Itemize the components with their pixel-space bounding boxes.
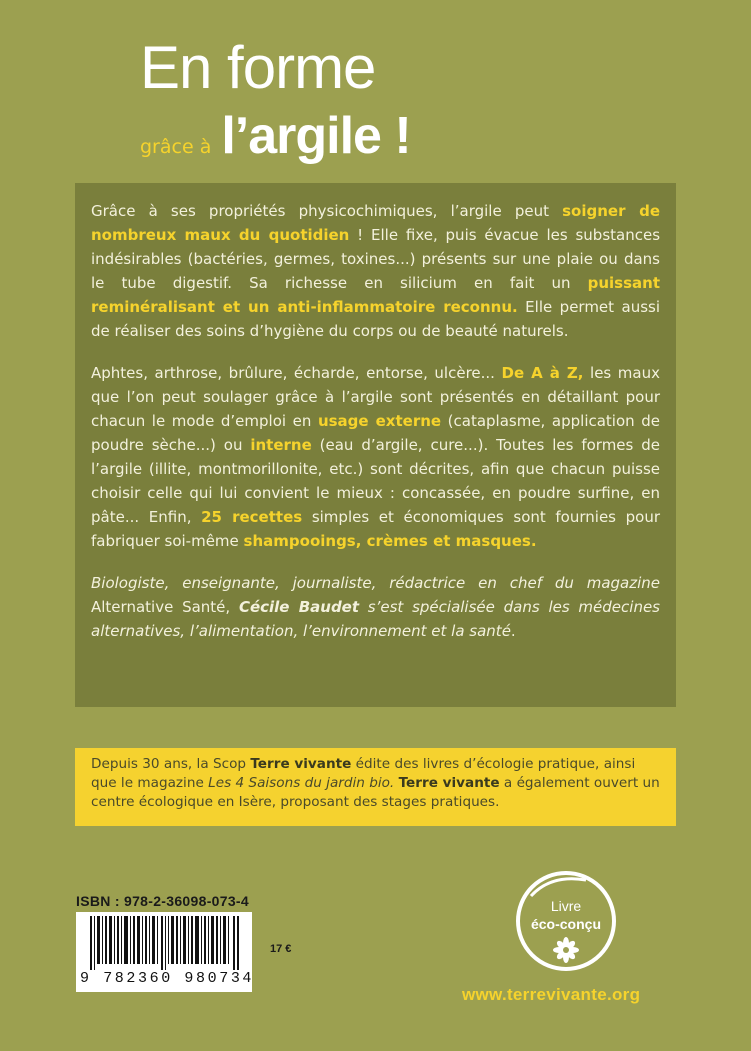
title-main: l’argile ! bbox=[221, 107, 411, 165]
text: Grâce à ses propriétés physicochimiques, l’argile peut bbox=[91, 202, 563, 220]
highlight: usage externe bbox=[317, 412, 442, 430]
highlight: interne bbox=[250, 436, 312, 454]
eco-designed-book-logo bbox=[511, 866, 621, 976]
highlight: soigner de nombreux maux du quotidien bbox=[91, 202, 660, 244]
description-paragraph-2 bbox=[91, 361, 660, 553]
eco-logo-line1: Livre bbox=[550, 898, 582, 914]
text: ! Elle fixe, puis évacue les substances indésirables (bactéries, germes, toxines...) présents sur une plaie ou dans le tube digestif. Sa richesse en silicium en fait un bbox=[91, 226, 661, 292]
magazine-name: Les 4 Saisons du jardin bio. bbox=[208, 775, 395, 791]
barcode bbox=[76, 912, 255, 992]
cover-title-line2 bbox=[140, 106, 411, 166]
barcode-number: 9 782360 980734 bbox=[80, 970, 255, 987]
publisher-name: Terre vivante bbox=[250, 756, 352, 772]
text: Aphtes, arthrose, brûlure, écharde, entorse, ulcère... bbox=[91, 364, 502, 382]
text: Depuis 30 ans, la Scop bbox=[91, 756, 251, 772]
text: édite des livres d’écologie pratique, ainsi que le magazine bbox=[91, 756, 636, 791]
author-bio bbox=[91, 571, 660, 643]
flower-icon bbox=[553, 937, 579, 963]
description-box bbox=[75, 183, 676, 707]
publisher-name: Terre vivante bbox=[398, 775, 500, 791]
eco-logo-line2: éco-conçu bbox=[530, 916, 602, 932]
text: . bbox=[510, 622, 516, 640]
isbn-label: ISBN : 978-2-36098-073-4 bbox=[76, 893, 249, 909]
author-name: Cécile Baudet bbox=[238, 598, 360, 616]
highlight: puissant reminéralisant et un anti-inflammatoire reconnu. bbox=[91, 274, 660, 316]
text-italic: s’est spécialisée dans les médecines alternatives, l’alimentation, l’environnement et la santé bbox=[91, 598, 660, 640]
text-italic: Biologiste, enseignante, journaliste, rédactrice en chef du magazine bbox=[91, 574, 660, 592]
text: a également ouvert un centre écologique en Isère, proposant des stages pratiques. bbox=[91, 775, 660, 810]
highlight: De A à Z, bbox=[501, 364, 584, 382]
text: simples et économiques sont fournies pour fabriquer soi-même bbox=[91, 508, 660, 550]
text: Elle permet aussi de réaliser des soins d’hygiène du corps ou de beauté naturels. bbox=[91, 298, 660, 340]
text: (eau d’argile, cure...). Toutes les formes de l’argile (illite, montmorillonite, etc.) sont décrites, afin que chacun puisse choisir celle qui lui convient le mieux : concassée, en poudre surfine, en pâte... Enfin, bbox=[91, 436, 660, 526]
text: (cataplasme, application de poudre sèche...) ou bbox=[91, 412, 660, 454]
title-subtitle: grâce à bbox=[140, 136, 212, 158]
price: 17 € bbox=[270, 943, 292, 955]
description-paragraph-1 bbox=[91, 199, 660, 343]
publisher-box bbox=[75, 748, 676, 826]
cover-title-line1: En forme bbox=[140, 34, 376, 101]
text: les maux que l’on peut soulager grâce à l’argile sont présentés en détaillant pour chacun le mode d’emploi en bbox=[91, 364, 660, 430]
text: Alternative Santé, bbox=[91, 598, 239, 616]
highlight: shampooings, crèmes et masques. bbox=[243, 532, 537, 550]
barcode-bars bbox=[90, 916, 240, 970]
website-link[interactable]: www.terrevivante.org bbox=[462, 985, 641, 1004]
highlight: 25 recettes bbox=[201, 508, 303, 526]
